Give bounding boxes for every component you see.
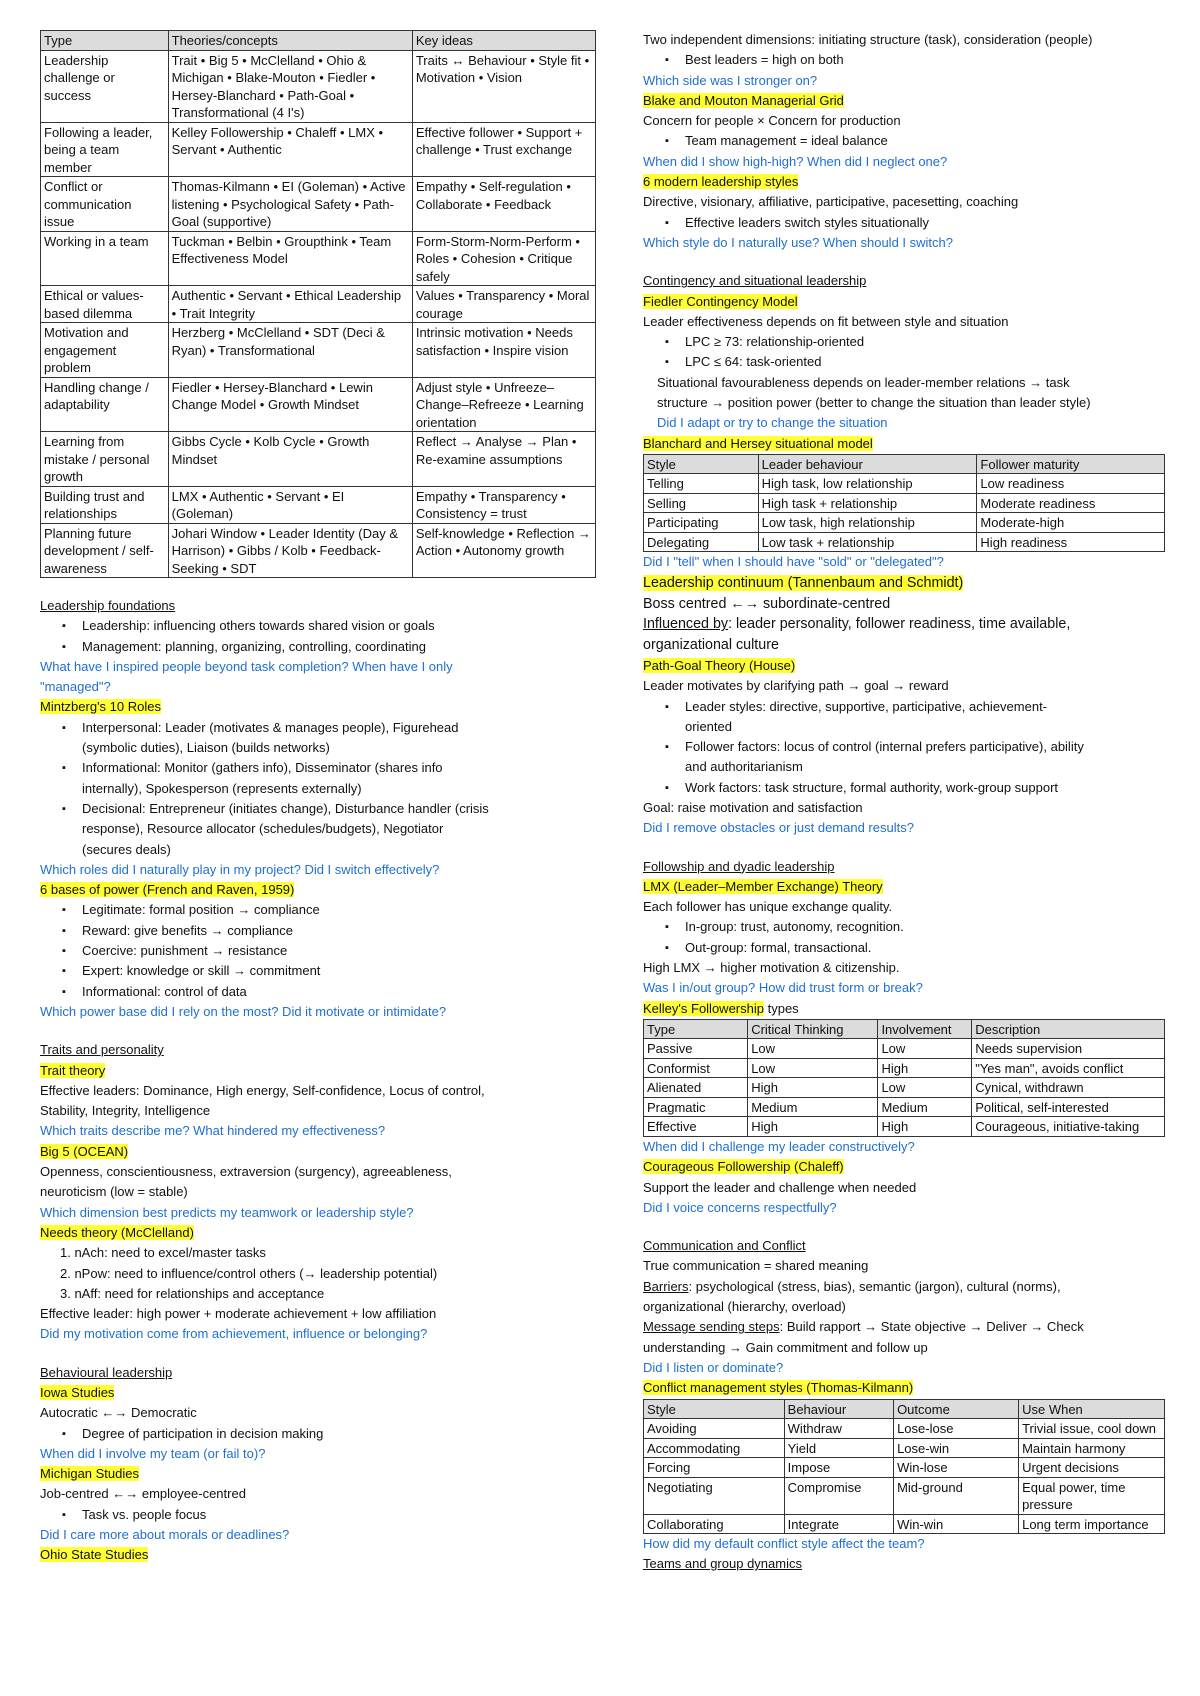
table-row xyxy=(644,1477,1165,1514)
body-line: Support the leader and challenge when needed xyxy=(643,1179,917,1195)
highlighted-heading: Mintzberg's 10 Roles xyxy=(40,699,161,715)
body-line: True communication = shared meaning xyxy=(643,1258,869,1274)
list-item: ▪ Decisional: Entrepreneur (initiates change), Disturbance handler (crisis xyxy=(40,799,596,819)
highlighted-heading: 6 bases of power (French and Raven, 1959) xyxy=(40,882,295,898)
table-cell: Forcing xyxy=(644,1458,785,1478)
left-column xyxy=(40,30,596,1566)
body-text: types xyxy=(763,1000,799,1016)
table-row xyxy=(644,1514,1165,1534)
body-line: Effective leaders: Dominance, High energy, Self-confidence, Locus of control, xyxy=(40,1082,485,1098)
table-cell: Effective follower • Support + challenge • Trust exchange xyxy=(412,122,595,177)
highlighted-heading: Needs theory (McClelland) xyxy=(40,1224,194,1240)
table-cell: Gibbs Cycle • Kolb Cycle • Growth Mindset xyxy=(168,432,412,487)
table-cell: Fiedler • Hersey-Blanchard • Lewin Change Model • Growth Mindset xyxy=(168,377,412,432)
table-cell: Ethical or values-based dilemma xyxy=(41,286,169,323)
table-header-row xyxy=(644,454,1165,474)
table-cell: LMX • Authentic • Servant • EI (Goleman) xyxy=(168,486,412,523)
highlighted-heading: Kelley's Followership xyxy=(643,1000,764,1016)
table-cell: Medium xyxy=(878,1097,972,1117)
body-line: organizational culture xyxy=(643,637,779,654)
section-title: Contingency and situational leadership xyxy=(643,273,867,289)
body-line: Concern for people × Concern for production xyxy=(643,113,901,129)
table-cell: Empathy • Self-regulation • Collaborate • Feedback xyxy=(412,177,595,232)
header-cell: Behaviour xyxy=(784,1399,893,1419)
table-row xyxy=(41,50,596,122)
conflict-table xyxy=(643,1399,1165,1535)
table-row xyxy=(644,1458,1165,1478)
header-cell: Style xyxy=(644,1399,785,1419)
list-item: ▪ Best leaders = high on both xyxy=(643,50,1165,70)
body-line: organizational (hierarchy, overload) xyxy=(643,1299,846,1315)
table-row xyxy=(644,1097,1165,1117)
table-cell: Telling xyxy=(644,474,759,494)
body-line: Situational favourableness depends on leader-member relations → task xyxy=(657,374,1070,390)
reflection-question: Was I in/out group? How did trust form or break? xyxy=(643,980,923,996)
table-cell: Moderate readiness xyxy=(977,493,1165,513)
table-cell: High readiness xyxy=(977,532,1165,552)
table-cell: Johari Window • Leader Identity (Day & Harrison) • Gibbs / Kolb • Feedback-Seeking • SDT xyxy=(168,523,412,578)
table-cell: Motivation and engagement problem xyxy=(41,323,169,378)
body-line xyxy=(643,999,1165,1019)
highlighted-heading: Blanchard and Hersey situational model xyxy=(643,435,873,451)
table-cell: High task, low relationship xyxy=(758,474,977,494)
reflection-question: Which dimension best predicts my teamwork or leadership style? xyxy=(40,1204,414,1220)
highlighted-heading: Fiedler Contingency Model xyxy=(643,293,798,309)
numbered-item: 2. nPow: need to influence/control others (→ leadership potential) xyxy=(60,1265,438,1281)
table-cell: Win-win xyxy=(894,1514,1019,1534)
table-cell: Win-lose xyxy=(894,1458,1019,1478)
reflection-question: Which side was I stronger on? xyxy=(643,72,818,88)
table-cell: Cynical, withdrawn xyxy=(972,1078,1165,1098)
situational-table xyxy=(643,454,1165,553)
table-cell: Yield xyxy=(784,1438,893,1458)
table-header-row xyxy=(644,1019,1165,1039)
table-cell: Participating xyxy=(644,513,759,533)
table-cell: Moderate-high xyxy=(977,513,1165,533)
reflection-question: "managed"? xyxy=(40,679,111,695)
list-item: ▪ Informational: Monitor (gathers info), Disseminator (shares info xyxy=(40,758,596,778)
table-row xyxy=(644,493,1165,513)
table-cell: Self-knowledge • Reflection → Action • Autonomy growth xyxy=(412,523,595,578)
header-cell: Description xyxy=(972,1019,1165,1039)
section-title: Followship and dyadic leadership xyxy=(643,858,835,874)
table-cell: Equal power, time pressure xyxy=(1019,1477,1165,1514)
numbered-item: 1. nAch: need to excel/master tasks xyxy=(60,1245,266,1261)
table-cell: Conformist xyxy=(644,1058,748,1078)
table-row xyxy=(41,377,596,432)
reflection-question: Which style do I naturally use? When should I switch? xyxy=(643,234,953,250)
list-item: ▪ Team management = ideal balance xyxy=(643,131,1165,151)
header-cell: Critical Thinking xyxy=(748,1019,878,1039)
list-item: ▪ Interpersonal: Leader (motivates & manages people), Figurehead xyxy=(40,718,596,738)
underlined-label: Influenced by xyxy=(643,616,729,633)
table-cell: Integrate xyxy=(784,1514,893,1534)
table-cell: "Yes man", avoids conflict xyxy=(972,1058,1165,1078)
table-cell: Building trust and relationships xyxy=(41,486,169,523)
table-cell: Lose-lose xyxy=(894,1419,1019,1439)
table-cell: Compromise xyxy=(784,1477,893,1514)
highlighted-heading: Courageous Followership (Chaleff) xyxy=(643,1159,844,1175)
table-cell: Delegating xyxy=(644,532,759,552)
list-item: ▪ In-group: trust, autonomy, recognition. xyxy=(643,917,1165,937)
table-cell: Planning future development / self-awareness xyxy=(41,523,169,578)
reflection-question: Which traits describe me? What hindered my effectiveness? xyxy=(40,1123,386,1139)
table-cell: Needs supervision xyxy=(972,1039,1165,1059)
table-row xyxy=(41,323,596,378)
list-item: ▪ LPC ≥ 73: relationship-oriented xyxy=(643,332,1165,352)
header-cell: Theories/concepts xyxy=(168,31,412,51)
body-text: : leader personality, follower readiness, time available, xyxy=(728,616,1071,633)
table-cell: Reflect → Analyse → Plan • Re-examine assumptions xyxy=(412,432,595,487)
header-cell: Use When xyxy=(1019,1399,1165,1419)
highlighted-heading: Path-Goal Theory (House) xyxy=(643,657,796,673)
list-item: ▪ Leadership: influencing others towards shared vision or goals xyxy=(40,616,596,636)
table-cell: Lose-win xyxy=(894,1438,1019,1458)
body-line: Goal: raise motivation and satisfaction xyxy=(643,800,863,815)
body-text: : Build rapport → State objective → Deliver → Check xyxy=(779,1319,1084,1335)
highlighted-heading: Trait theory xyxy=(40,1062,106,1078)
table-cell: Following a leader, being a team member xyxy=(41,122,169,177)
overview-table xyxy=(40,30,596,578)
reflection-question: Did I care more about morals or deadlines? xyxy=(40,1527,290,1543)
table-cell: Tuckman • Belbin • Groupthink • Team Effectiveness Model xyxy=(168,231,412,286)
table-cell: Mid-ground xyxy=(894,1477,1019,1514)
table-cell: Effective xyxy=(644,1117,748,1137)
table-cell: Working in a team xyxy=(41,231,169,286)
table-row xyxy=(644,1058,1165,1078)
list-item: ▪ Follower factors: locus of control (internal prefers participative), ability xyxy=(643,737,1165,757)
highlighted-heading: Leadership continuum (Tannenbaum and Schmidt) xyxy=(643,574,964,591)
table-cell: Low task + relationship xyxy=(758,532,977,552)
table-cell: Leadership challenge or success xyxy=(41,50,169,122)
table-row xyxy=(41,122,596,177)
header-cell: Leader behaviour xyxy=(758,454,977,474)
body-line: Stability, Integrity, Intelligence xyxy=(40,1103,211,1119)
highlighted-heading: 6 modern leadership styles xyxy=(643,174,799,190)
reflection-question: Which roles did I naturally play in my project? Did I switch effectively? xyxy=(40,861,440,877)
underlined-label: Barriers xyxy=(643,1278,689,1294)
table-cell: Low xyxy=(878,1078,972,1098)
table-row xyxy=(41,286,596,323)
table-row xyxy=(41,486,596,523)
header-cell: Key ideas xyxy=(412,31,595,51)
reflection-question: Did I listen or dominate? xyxy=(643,1359,784,1375)
highlighted-heading: Conflict management styles (Thomas-Kilmann) xyxy=(643,1380,914,1396)
body-line: Job-centred ←→ employee-centred xyxy=(40,1486,246,1502)
table-cell: Accommodating xyxy=(644,1438,785,1458)
reflection-question: Did I adapt or try to change the situation xyxy=(657,415,888,431)
body-line xyxy=(643,1317,1165,1337)
header-cell: Involvement xyxy=(878,1019,972,1039)
table-cell: Low xyxy=(748,1039,878,1059)
table-row xyxy=(644,513,1165,533)
table-cell: Courageous, initiative-taking xyxy=(972,1117,1165,1137)
list-item: ▪ LPC ≤ 64: task-oriented xyxy=(643,352,1165,372)
table-cell: High xyxy=(748,1078,878,1098)
list-item-cont: response), Resource allocator (schedules/budgets), Negotiator xyxy=(82,821,444,837)
list-item-cont: and authoritarianism xyxy=(685,759,803,775)
reflection-question: When did I show high-high? When did I neglect one? xyxy=(643,153,948,169)
header-cell: Type xyxy=(41,31,169,51)
body-line: Autocratic ←→ Democratic xyxy=(40,1405,197,1421)
reflection-question: Which power base did I rely on the most? Did it motivate or intimidate? xyxy=(40,1003,447,1019)
list-item: ▪ Task vs. people focus xyxy=(40,1505,596,1525)
table-cell: Kelley Followership • Chaleff • LMX • Servant • Authentic xyxy=(168,122,412,177)
highlighted-heading: Blake and Mouton Managerial Grid xyxy=(643,92,844,108)
table-cell: Traits ↔ Behaviour • Style fit • Motivation • Vision xyxy=(412,50,595,122)
section-title: Communication and Conflict xyxy=(643,1238,806,1254)
table-cell: Negotiating xyxy=(644,1477,785,1514)
table-row xyxy=(41,523,596,578)
body-line: High LMX → higher motivation & citizenship. xyxy=(643,960,900,976)
list-item-cont: internally), Spokesperson (represents externally) xyxy=(82,780,362,796)
body-line: Each follower has unique exchange quality. xyxy=(643,899,893,915)
table-cell: Avoiding xyxy=(644,1419,785,1439)
table-cell: High xyxy=(878,1117,972,1137)
table-cell: Trait • Big 5 • McClelland • Ohio & Michigan • Blake-Mouton • Fiedler • Hersey-Blanchard • Path-Goal • Transformational (4 I's) xyxy=(168,50,412,122)
body-line: structure → position power (better to change the situation than leader style) xyxy=(657,395,1091,411)
highlighted-heading: Ohio State Studies xyxy=(40,1547,149,1563)
header-cell: Follower maturity xyxy=(977,454,1165,474)
table-cell: Trivial issue, cool down xyxy=(1019,1419,1165,1439)
list-item: ▪ Effective leaders switch styles situationally xyxy=(643,213,1165,233)
table-cell: Impose xyxy=(784,1458,893,1478)
list-item: ▪ Work factors: task structure, formal authority, work-group support xyxy=(643,778,1165,798)
header-cell: Outcome xyxy=(894,1399,1019,1419)
table-row xyxy=(41,432,596,487)
table-cell: Conflict or communication issue xyxy=(41,177,169,232)
table-row xyxy=(41,231,596,286)
table-cell: Pragmatic xyxy=(644,1097,748,1117)
table-cell: Adjust style • Unfreeze–Change–Refreeze • Learning orientation xyxy=(412,377,595,432)
table-header-row xyxy=(644,1399,1165,1419)
table-cell: Thomas-Kilmann • EI (Goleman) • Active listening • Psychological Safety • Path-Goal (supportive) xyxy=(168,177,412,232)
table-cell: Collaborating xyxy=(644,1514,785,1534)
reflection-question: When did I challenge my leader constructively? xyxy=(643,1138,915,1154)
header-cell: Type xyxy=(644,1019,748,1039)
list-item: ▪ Informational: control of data xyxy=(40,982,596,1002)
table-cell: Low readiness xyxy=(977,474,1165,494)
table-cell: Alienated xyxy=(644,1078,748,1098)
body-line xyxy=(643,614,1165,635)
highlighted-heading: LMX (Leader–Member Exchange) Theory xyxy=(643,878,883,894)
table-header-row xyxy=(41,31,596,51)
body-line: Boss centred ←→ subordinate-centred xyxy=(643,595,891,612)
table-cell: Authentic • Servant • Ethical Leadership • Trait Integrity xyxy=(168,286,412,323)
table-row xyxy=(644,532,1165,552)
reflection-question: How did my default conflict style affect the team? xyxy=(643,1536,925,1552)
list-item: ▪ Expert: knowledge or skill → commitment xyxy=(40,961,596,981)
table-cell: Values • Transparency • Moral courage xyxy=(412,286,595,323)
numbered-item: 3. nAff: need for relationships and acceptance xyxy=(60,1285,325,1301)
reflection-question: What have I inspired people beyond task completion? When have I only xyxy=(40,658,453,674)
list-item: ▪ Out-group: formal, transactional. xyxy=(643,938,1165,958)
table-cell: Empathy • Transparency • Consistency = trust xyxy=(412,486,595,523)
table-cell: Withdraw xyxy=(784,1419,893,1439)
section-title: Leadership foundations xyxy=(40,598,176,613)
body-line xyxy=(643,1277,1165,1297)
table-cell: Learning from mistake / personal growth xyxy=(41,432,169,487)
table-cell: High xyxy=(878,1058,972,1078)
list-item: ▪ Leader styles: directive, supportive, participative, achievement- xyxy=(643,697,1165,717)
list-item: ▪ Management: planning, organizing, controlling, coordinating xyxy=(40,637,596,657)
table-cell: High xyxy=(748,1117,878,1137)
table-row xyxy=(644,1039,1165,1059)
body-line: Leader motivates by clarifying path → goal → reward xyxy=(643,678,949,694)
table-cell: Low xyxy=(748,1058,878,1078)
body-line: Directive, visionary, affiliative, participative, pacesetting, coaching xyxy=(643,194,1019,210)
body-line: Openness, conscientiousness, extraversion (surgency), agreeableness, xyxy=(40,1164,452,1180)
reflection-question: Did I remove obstacles or just demand results? xyxy=(643,820,914,836)
list-item-cont: (secures deals) xyxy=(82,841,171,857)
table-cell: Urgent decisions xyxy=(1019,1458,1165,1478)
table-row xyxy=(41,177,596,232)
reflection-question: When did I involve my team (or fail to)? xyxy=(40,1445,266,1461)
section-title: Behavioural leadership xyxy=(40,1364,173,1380)
body-line: Leader effectiveness depends on fit between style and situation xyxy=(643,313,1009,329)
table-cell: Maintain harmony xyxy=(1019,1438,1165,1458)
list-item: ▪ Degree of participation in decision making xyxy=(40,1424,596,1444)
table-cell: Form-Storm-Norm-Perform • Roles • Cohesion • Critique safely xyxy=(412,231,595,286)
right-column xyxy=(643,30,1165,1575)
table-cell: Intrinsic motivation • Needs satisfaction • Inspire vision xyxy=(412,323,595,378)
body-line: Effective leader: high power + moderate achievement + low affiliation xyxy=(40,1306,437,1322)
reflection-question: Did I "tell" when I should have "sold" or "delegated"? xyxy=(643,554,944,570)
table-cell: Herzberg • McClelland • SDT (Deci & Ryan) • Transformational xyxy=(168,323,412,378)
list-item: ▪ Legitimate: formal position → compliance xyxy=(40,900,596,920)
list-item-cont: (symbolic duties), Liaison (builds networks) xyxy=(82,740,330,756)
table-row xyxy=(644,1117,1165,1137)
table-cell: Passive xyxy=(644,1039,748,1059)
table-row xyxy=(644,1078,1165,1098)
table-cell: Handling change / adaptability xyxy=(41,377,169,432)
table-row xyxy=(644,1419,1165,1439)
underlined-label: Message sending steps xyxy=(643,1319,780,1335)
list-item: ▪ Coercive: punishment → resistance xyxy=(40,941,596,961)
table-cell: High task + relationship xyxy=(758,493,977,513)
table-cell: Low xyxy=(878,1039,972,1059)
list-item-cont: oriented xyxy=(685,718,732,734)
table-row xyxy=(644,1438,1165,1458)
body-line: neuroticism (low = stable) xyxy=(40,1184,188,1200)
table-cell: Low task, high relationship xyxy=(758,513,977,533)
list-item: ▪ Reward: give benefits → compliance xyxy=(40,921,596,941)
body-text: : psychological (stress, bias), semantic (jargon), cultural (norms), xyxy=(688,1278,1061,1294)
table-cell: Selling xyxy=(644,493,759,513)
reflection-question: Did my motivation come from achievement, influence or belonging? xyxy=(40,1326,428,1342)
body-line: Two independent dimensions: initiating structure (task), consideration (people) xyxy=(643,32,1093,47)
highlighted-heading: Iowa Studies xyxy=(40,1384,115,1400)
kelley-table xyxy=(643,1019,1165,1137)
table-cell: Long term importance xyxy=(1019,1514,1165,1534)
table-cell: Political, self-interested xyxy=(972,1097,1165,1117)
header-cell: Style xyxy=(644,454,759,474)
body-line: understanding → Gain commitment and follow up xyxy=(643,1339,928,1355)
highlighted-heading: Michigan Studies xyxy=(40,1466,139,1482)
table-row xyxy=(644,474,1165,494)
section-title: Teams and group dynamics xyxy=(643,1556,802,1572)
section-title: Traits and personality xyxy=(40,1042,164,1058)
table-cell: Medium xyxy=(748,1097,878,1117)
highlighted-heading: Big 5 (OCEAN) xyxy=(40,1143,129,1159)
reflection-question: Did I voice concerns respectfully? xyxy=(643,1199,837,1215)
